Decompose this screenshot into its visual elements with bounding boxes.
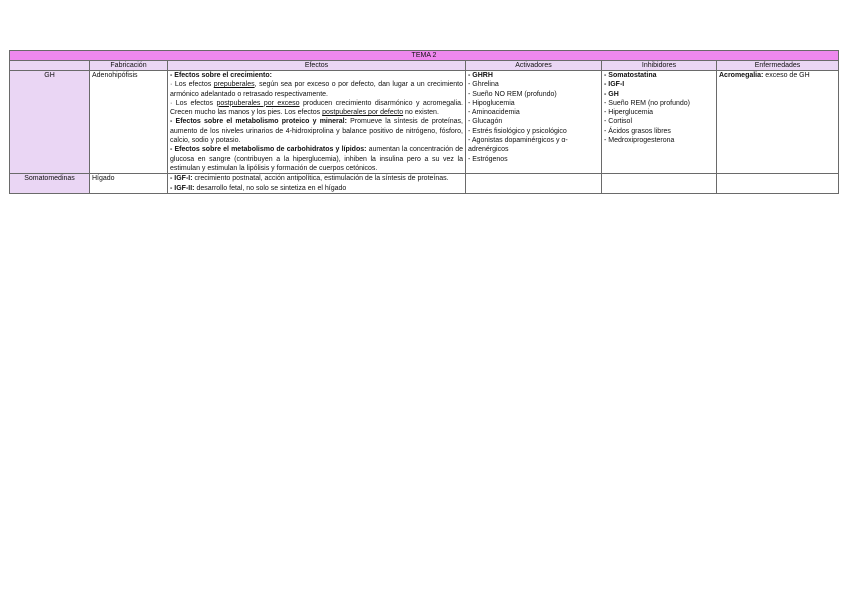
list-item: - GHRH [468,72,493,79]
efectos-somatomedinas [168,174,466,194]
inhibidores-gh [602,71,717,174]
list-item: - Glucagón [468,118,503,126]
text-p1-underlined: prepuberales [213,81,255,89]
enfermedad-text: exceso de GH [763,72,810,79]
table-title: TEMA 2 [10,51,839,61]
enfermedad-title: Acromegalia: [719,72,764,79]
text-p1-a: · Los efectos [170,81,214,89]
list-item: - Estrógenos [468,155,508,163]
efecto-prepuberales [170,80,463,99]
table-row-somatomedinas [10,174,839,194]
title-row [10,51,839,61]
text-p1-b: , según sea por exceso o por defecto, dan lugar a un crecimiento armónico adelantado o retrasado respectivamente. [170,81,463,98]
header-activadores: Activadores [466,61,602,71]
header-fabricacion: Fabricación [90,61,168,71]
efecto-proteico [170,117,463,145]
row-name-gh: GH [10,71,90,174]
inhibidores-somatomedinas [602,174,717,194]
table-row-gh [10,71,839,174]
header-efectos: Efectos [168,61,466,71]
fabricacion-somatomedinas: Hígado [90,174,168,194]
text-p2-c: no existen. [403,109,439,117]
list-item: - Estrés fisiológico y psicológico [468,127,567,135]
activadores-somatomedinas [466,174,602,194]
list-item: - Ácidos grasos libres [604,127,671,135]
igf2-text: desarrollo fetal, no solo se sintetiza en el hígado [194,184,347,192]
efecto-igf1 [170,174,463,183]
header-enfermedades: Enfermedades [717,61,839,71]
carbo-text: aumentan la concentración de glucosa en sangre (contribuyen a la hiperglucemia), inhiben la insulina pero a su vez la estimulan y estimulan la lipólisis y formación de cuerpos cetónicos. [170,146,463,172]
enfermedades-gh [717,71,839,174]
enfermedades-somatomedinas [717,174,839,194]
text-p2-underlined: postpuberales por exceso [216,99,300,107]
efecto-igf2 [170,184,463,193]
proteico-text: Promueve la síntesis de proteínas, aumento de los niveles urinarios de 4-hidroxiprolina y balance positivo de nitrógeno, fósforo, calcio, sodio y potasio. [170,118,464,145]
fabricacion-gh: Adenohipófisis [90,71,168,174]
list-item: - Cortisol [604,118,633,126]
carbo-title: - Efectos sobre el metabolismo de carbohidratos y lípidos: [170,146,367,154]
header-inhibidores: Inhibidores [602,61,717,71]
list-item: - Medroxiprogesterona [604,137,675,145]
text-p2-underlined-2: postpuberales por defecto [322,109,404,117]
list-item: - GH [604,90,619,98]
list-item: - Hipoglucemia [468,99,515,107]
list-item: - Somatostatina [604,72,657,79]
activadores-gh [466,71,602,174]
igf1-text: crecimiento postnatal, acción antipolítica, estimulación de la síntesis de proteínas. [192,175,449,183]
header-blank [10,61,90,71]
efecto-postpuberales [170,99,463,118]
list-item: - Ghrelina [468,81,499,89]
tema-table [9,50,839,194]
row-name-somatomedinas: Somatomedinas [10,174,90,194]
list-item: - Sueño REM (no profundo) [604,99,690,107]
igf1-title: - IGF-I: [170,175,193,183]
efecto-carbohidratos [170,145,463,173]
crecimiento-title: - Efectos sobre el crecimiento: [170,72,272,79]
list-item: - Agonistas dopaminérgicos y α-adrenérgicos [468,137,568,154]
efectos-gh [168,71,466,174]
list-item: - Aminoacidemia [468,109,520,117]
list-item: - IGF-I [604,81,625,89]
header-row [10,61,839,71]
text-p2-a: · Los efectos [170,99,217,107]
igf2-title: - IGF-II: [170,184,195,192]
list-item: - Sueño NO REM (profundo) [468,90,557,98]
proteico-title: - Efectos sobre el metabolismo proteico y mineral: [170,118,347,126]
list-item: - Hiperglucemia [604,109,654,117]
text-p2-b: producen crecimiento disarmónico y acromegalia. Crecen mucho las manos y los pies. Los efectos [170,99,463,117]
